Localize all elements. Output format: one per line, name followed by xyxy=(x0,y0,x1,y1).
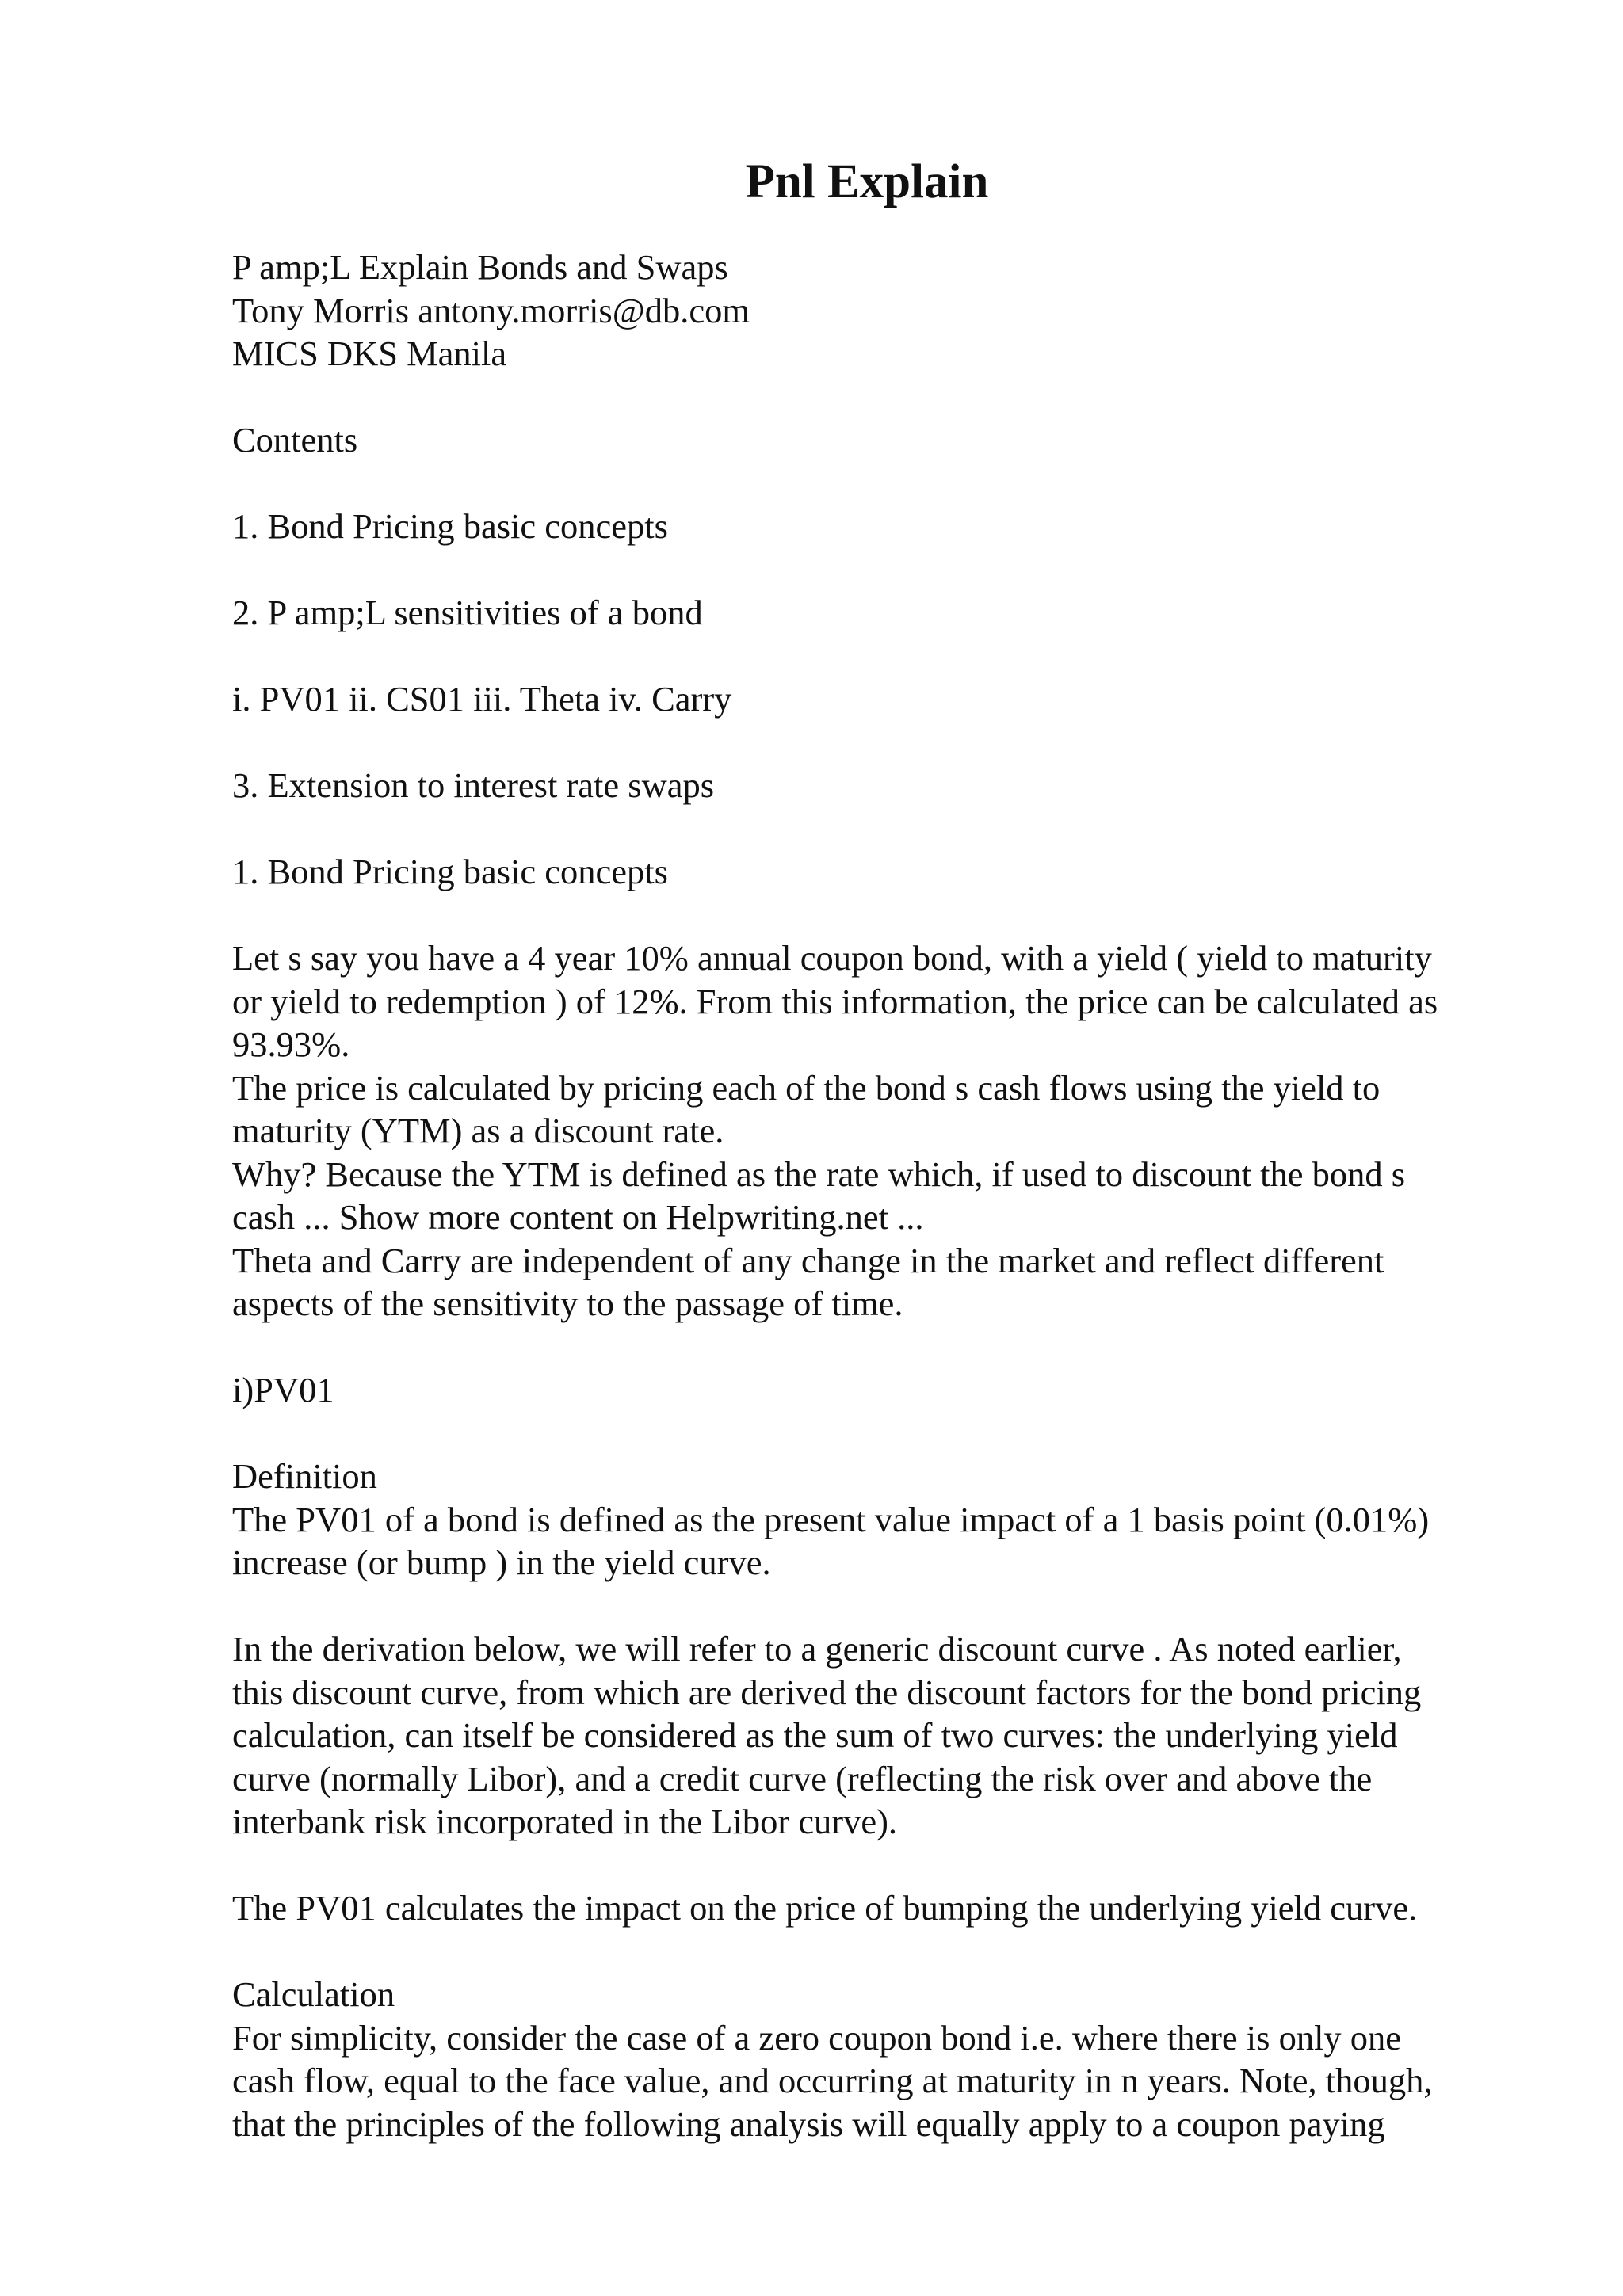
text-line: 3. Extension to interest rate swaps xyxy=(232,765,715,805)
text-line: interbank risk incorporated in the Libor curve). xyxy=(232,1802,898,1841)
text-line: The price is calculated by pricing each of the bond s cash flows using the yield to xyxy=(232,1067,1381,1108)
blank-line xyxy=(232,635,1516,678)
text-line: Calculation xyxy=(232,1974,395,2014)
text-line: Definition xyxy=(232,1456,377,1496)
text-line: increase (or bump ) in the yield curve. xyxy=(232,1543,771,1582)
text-line: Theta and Carry are independent of any change in the market and reflect different xyxy=(232,1240,1384,1280)
text-line: maturity (YTM) as a discount rate. xyxy=(232,1111,724,1150)
text-line: Why? Because the YTM is defined as the rate which, if used to discount the bond s xyxy=(232,1154,1406,1194)
text-line: 1. Bond Pricing basic concepts xyxy=(232,506,668,546)
text-line: this discount curve, from which are derived the discount factors for the bond pricing xyxy=(232,1672,1422,1712)
blank-line xyxy=(232,1930,1516,1974)
blank-line xyxy=(232,462,1516,505)
document-body xyxy=(232,246,1516,2145)
text-line: The PV01 of a bond is defined as the present value impact of a 1 basis point (0.01%) xyxy=(232,1499,1430,1539)
text-line: cash ... Show more content on Helpwriting.net ... xyxy=(232,1197,924,1237)
text-line: curve (normally Libor), and a credit curve (reflecting the risk over and above the xyxy=(232,1758,1373,1798)
text-line: For simplicity, consider the case of a zero coupon bond i.e. where there is only one xyxy=(232,2017,1402,2058)
text-line: Let s say you have a 4 year 10% annual coupon bond, with a yield ( yield to maturity xyxy=(232,938,1432,978)
text-line: that the principles of the following analysis will equally apply to a coupon paying xyxy=(232,2103,1385,2144)
text-line: 2. P amp;L sensitivities of a bond xyxy=(232,593,703,632)
blank-line xyxy=(232,894,1516,937)
text-line: calculation, can itself be considered as the sum of two curves: the underlying yield xyxy=(232,1715,1398,1755)
blank-line xyxy=(232,376,1516,419)
blank-line xyxy=(232,721,1516,765)
blank-line xyxy=(232,1844,1516,1887)
blank-line xyxy=(232,1325,1516,1369)
text-line: 1. Bond Pricing basic concepts xyxy=(232,852,668,891)
blank-line xyxy=(232,1412,1516,1455)
blank-line xyxy=(232,548,1516,592)
text-line: aspects of the sensitivity to the passage of time. xyxy=(232,1283,903,1323)
text-line: i)PV01 xyxy=(232,1370,334,1409)
document-title: Pnl Explain xyxy=(745,155,989,208)
blank-line xyxy=(232,807,1516,851)
text-line: The PV01 calculates the impact on the price of bumping the underlying yield curve. xyxy=(232,1888,1418,1928)
text-line: In the derivation below, we will refer to a generic discount curve . As noted earlier, xyxy=(232,1629,1402,1669)
text-line: or yield to redemption ) of 12%. From this information, the price can be calculated as xyxy=(232,981,1438,1021)
text-line: Tony Morris antony.morris@db.com xyxy=(232,290,750,330)
text-line: MICS DKS Manila xyxy=(232,334,507,373)
text-line: i. PV01 ii. CS01 iii. Theta iv. Carry xyxy=(232,679,732,719)
text-line: cash flow, equal to the face value, and occurring at maturity in n years. Note, though, xyxy=(232,2061,1433,2100)
blank-line xyxy=(232,1585,1516,1628)
text-line: Contents xyxy=(232,420,358,460)
text-line: P amp;L Explain Bonds and Swaps xyxy=(232,247,728,287)
text-line: 93.93%. xyxy=(232,1024,350,1064)
